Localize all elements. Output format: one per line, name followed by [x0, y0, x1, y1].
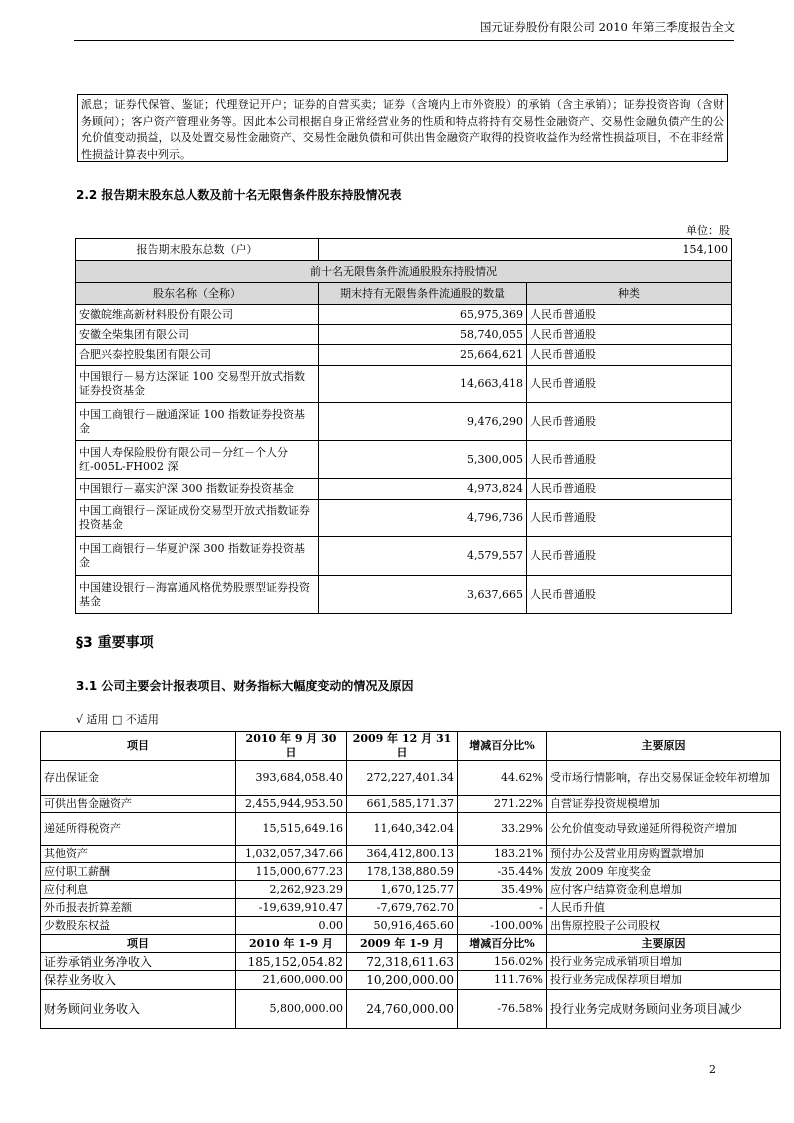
- change-percent: -35.44%: [458, 863, 547, 881]
- table-row: [76, 500, 732, 537]
- share-quantity: 4,579,557: [319, 537, 527, 576]
- column-header: 2010 年 9 月 30 日: [236, 732, 347, 761]
- value-current: 0.00: [236, 917, 347, 935]
- shareholder-name: 中国建设银行－海富通风格优势股票型证券投资基金: [76, 576, 319, 614]
- change-percent: -76.58%: [458, 990, 547, 1029]
- reason: 投行业务完成承销项目增加: [547, 953, 781, 971]
- share-quantity: 5,300,005: [319, 441, 527, 479]
- table-row: [41, 899, 781, 917]
- reason: 投行业务完成保荐项目增加: [547, 971, 781, 990]
- value-current: 15,515,649.16: [236, 813, 347, 846]
- table-row: [76, 441, 732, 479]
- share-type: 人民币普通股: [527, 325, 732, 345]
- item-name: 存出保证金: [41, 761, 236, 796]
- reason: 发放 2009 年度奖金: [547, 863, 781, 881]
- change-percent: -100.00%: [458, 917, 547, 935]
- reason: 应付客户结算资金利息增加: [547, 881, 781, 899]
- item-name: 递延所得税资产: [41, 813, 236, 846]
- share-type: 人民币普通股: [527, 441, 732, 479]
- share-type: 人民币普通股: [527, 345, 732, 366]
- column-header: 期末持有无限售条件流通股的数量: [319, 283, 527, 305]
- reason: 受市场行情影响，存出交易保证金较年初增加: [547, 761, 781, 796]
- item-name: 其他资产: [41, 846, 236, 863]
- item-name: 应付利息: [41, 881, 236, 899]
- reason: 自营证券投资规模增加: [547, 796, 781, 813]
- value-prior: 364,412,800.13: [347, 846, 458, 863]
- section-3-1-title: 3.1 公司主要会计报表项目、财务指标大幅度变动的情况及原因: [76, 679, 414, 693]
- value-prior: 50,916,465.60: [347, 917, 458, 935]
- table-row: [76, 537, 732, 576]
- column-header: 项目: [41, 935, 236, 953]
- subheader: 前十名无限售条件流通股股东持股情况: [76, 261, 732, 283]
- shareholder-name: 中国工商银行－融通深证 100 指数证券投资基金: [76, 403, 319, 441]
- shareholder-table: [75, 238, 732, 614]
- column-header: 2010 年 1-9 月: [236, 935, 347, 953]
- table-row: [41, 846, 781, 863]
- share-type: 人民币普通股: [527, 403, 732, 441]
- column-header: 种类: [527, 283, 732, 305]
- shareholder-name: 中国工商银行－深证成份交易型开放式指数证券投资基金: [76, 500, 319, 537]
- item-name: 应付职工薪酬: [41, 863, 236, 881]
- value-current: 185,152,054.82: [236, 953, 347, 971]
- total-row: [76, 239, 732, 261]
- share-quantity: 4,973,824: [319, 479, 527, 500]
- shareholder-name: 安徽全柴集团有限公司: [76, 325, 319, 345]
- share-quantity: 58,740,055: [319, 325, 527, 345]
- column-header: 主要原因: [547, 935, 781, 953]
- share-type: 人民币普通股: [527, 305, 732, 325]
- value-prior: 661,585,171.37: [347, 796, 458, 813]
- table-row: [41, 813, 781, 846]
- share-type: 人民币普通股: [527, 537, 732, 576]
- shareholder-name: 中国银行－易方达深证 100 交易型开放式指数证券投资基金: [76, 366, 319, 403]
- value-current: 2,262,923.29: [236, 881, 347, 899]
- value-current: 21,600,000.00: [236, 971, 347, 990]
- table-header-row: [41, 935, 781, 953]
- table-row: [41, 971, 781, 990]
- share-quantity: 65,975,369: [319, 305, 527, 325]
- table-row: [41, 953, 781, 971]
- reason: 投行业务完成财务顾问业务项目减少: [547, 990, 781, 1029]
- total-label: 报告期末股东总数（户）: [76, 239, 319, 261]
- change-percent: 111.76%: [458, 971, 547, 990]
- unit-label: 单位：股: [686, 224, 730, 237]
- subheader-row: [76, 261, 732, 283]
- table-row: [41, 796, 781, 813]
- table-row: [76, 305, 732, 325]
- value-prior: 11,640,342.04: [347, 813, 458, 846]
- reason: 公允价值变动导致递延所得税资产增加: [547, 813, 781, 846]
- note-box: 派息；证券代保管、鉴证；代理登记开户；证券的自营买卖；证券（含境内上市外资股）的承销（含主承销）；证券投资咨询（含财务顾问）；客户资产管理业务等。因此本公司根据自身正常经营业务的性质和特点将持有交易性金融资产、交易性金融负债产生的公允价值变动损益，以及处置交易性金融资产、交易性金融负债和可供出售金融资产取得的投资收益作为经常性损益项目，不在非经常性损益计算表中列示。: [77, 94, 728, 162]
- value-prior: 10,200,000.00: [347, 971, 458, 990]
- item-name: 可供出售金融资产: [41, 796, 236, 813]
- table-row: [41, 990, 781, 1029]
- share-quantity: 9,476,290: [319, 403, 527, 441]
- table-row: [76, 345, 732, 366]
- shareholder-name: 合肥兴泰控股集团有限公司: [76, 345, 319, 366]
- share-type: 人民币普通股: [527, 500, 732, 537]
- shareholder-name: 中国人寿保险股份有限公司－分红－个人分红-005L-FH002 深: [76, 441, 319, 479]
- share-type: 人民币普通股: [527, 366, 732, 403]
- page-number: 2: [709, 1063, 716, 1076]
- column-header: 2009 年 12 月 31 日: [347, 732, 458, 761]
- item-name: 证券承销业务净收入: [41, 953, 236, 971]
- table-row: [41, 917, 781, 935]
- column-header: 2009 年 1-9 月: [347, 935, 458, 953]
- share-quantity: 25,664,621: [319, 345, 527, 366]
- table-header-row: [41, 732, 781, 761]
- header-divider: [74, 40, 734, 41]
- column-header: 主要原因: [547, 732, 781, 761]
- shareholder-name: 中国银行－嘉实沪深 300 指数证券投资基金: [76, 479, 319, 500]
- value-current: 1,032,057,347.66: [236, 846, 347, 863]
- table-row: [41, 881, 781, 899]
- change-percent: 44.62%: [458, 761, 547, 796]
- section-3-title: §3 重要事项: [76, 635, 154, 651]
- share-type: 人民币普通股: [527, 576, 732, 614]
- item-name: 少数股东权益: [41, 917, 236, 935]
- column-header: 股东名称（全称）: [76, 283, 319, 305]
- share-quantity: 14,663,418: [319, 366, 527, 403]
- share-quantity: 3,637,665: [319, 576, 527, 614]
- column-header: 增减百分比%: [458, 732, 547, 761]
- change-percent: -: [458, 899, 547, 917]
- reason: 人民币升值: [547, 899, 781, 917]
- applicable-checkbox-line: √ 适用 □ 不适用: [76, 713, 159, 726]
- item-name: 保荐业务收入: [41, 971, 236, 990]
- value-current: 5,800,000.00: [236, 990, 347, 1029]
- table-row: [76, 366, 732, 403]
- section-2-2-title: 2.2 报告期末股东总人数及前十名无限售条件股东持股情况表: [76, 188, 402, 202]
- value-prior: 24,760,000.00: [347, 990, 458, 1029]
- column-header-row: [76, 283, 732, 305]
- value-prior: 178,138,880.59: [347, 863, 458, 881]
- table-row: [76, 479, 732, 500]
- change-percent: 35.49%: [458, 881, 547, 899]
- item-name: 财务顾问业务收入: [41, 990, 236, 1029]
- value-current: 2,455,944,953.50: [236, 796, 347, 813]
- change-percent: 156.02%: [458, 953, 547, 971]
- column-header: 项目: [41, 732, 236, 761]
- page-header-title: 国元证券股份有限公司 2010 年第三季度报告全文: [479, 20, 735, 34]
- share-quantity: 4,796,736: [319, 500, 527, 537]
- change-percent: 271.22%: [458, 796, 547, 813]
- value-current: -19,639,910.47: [236, 899, 347, 917]
- shareholder-name: 中国工商银行－华夏沪深 300 指数证券投资基金: [76, 537, 319, 576]
- change-percent: 183.21%: [458, 846, 547, 863]
- column-header: 增减百分比%: [458, 935, 547, 953]
- value-prior: -7,679,762.70: [347, 899, 458, 917]
- shareholder-name: 安徽皖维高新材料股份有限公司: [76, 305, 319, 325]
- value-current: 393,684,058.40: [236, 761, 347, 796]
- reason: 预付办公及营业用房购置款增加: [547, 846, 781, 863]
- table-row: [76, 576, 732, 614]
- table-row: [76, 403, 732, 441]
- table-row: [41, 863, 781, 881]
- value-prior: 1,670,125.77: [347, 881, 458, 899]
- value-current: 115,000,677.23: [236, 863, 347, 881]
- table-row: [76, 325, 732, 345]
- total-value: 154,100: [319, 239, 732, 261]
- value-prior: 72,318,611.63: [347, 953, 458, 971]
- reason: 出售原控股子公司股权: [547, 917, 781, 935]
- value-prior: 272,227,401.34: [347, 761, 458, 796]
- table-row: [41, 761, 781, 796]
- item-name: 外币报表折算差额: [41, 899, 236, 917]
- change-percent: 33.29%: [458, 813, 547, 846]
- share-type: 人民币普通股: [527, 479, 732, 500]
- changes-table: [40, 731, 781, 1029]
